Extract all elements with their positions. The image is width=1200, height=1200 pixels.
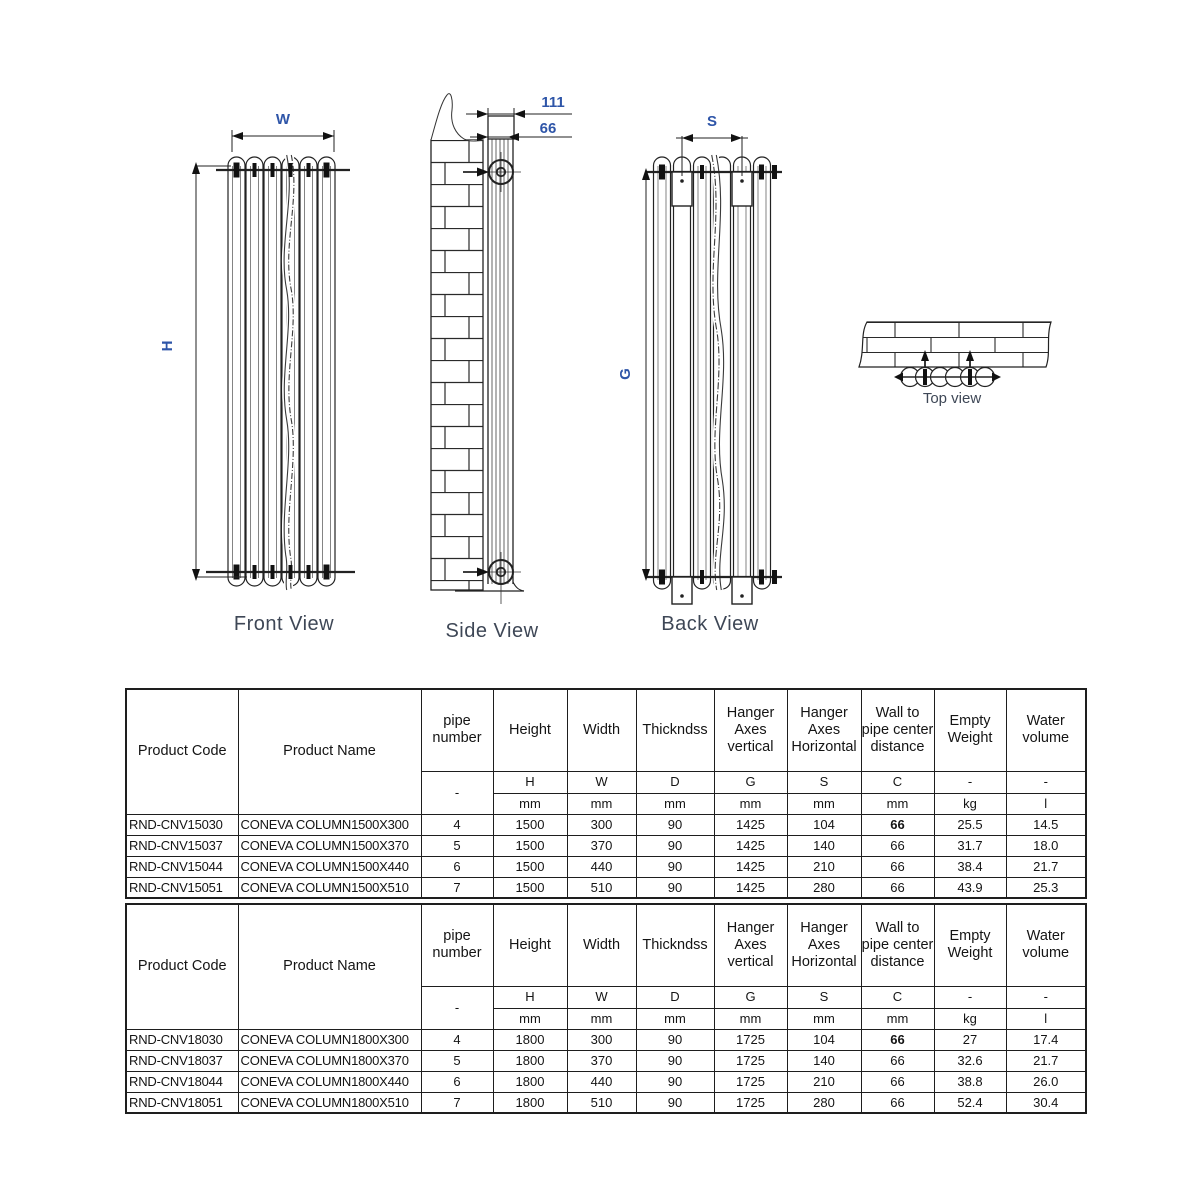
table-cell: 31.7: [934, 835, 1006, 856]
table-cell: 1800: [493, 1029, 567, 1050]
col-header-width: Width: [567, 689, 636, 771]
col-header-hanger-axes-horizontal: Hanger Axes Horizontal: [787, 689, 861, 771]
unit-cell: mm: [714, 793, 787, 814]
table-cell: 1725: [714, 1029, 787, 1050]
table-cell: 66: [861, 835, 934, 856]
front-view-drawing: [159, 111, 355, 635]
product-code-cell: RND-CNV18051: [126, 1092, 238, 1113]
unit-cell: l: [1006, 793, 1086, 814]
table-cell: 1500: [493, 856, 567, 877]
product-code-cell: RND-CNV15030: [126, 814, 238, 835]
symbol-cell: C: [861, 986, 934, 1008]
table-cell: 90: [636, 856, 714, 877]
col-header-empty-weight: Empty Weight: [934, 689, 1006, 771]
table-cell: 90: [636, 1029, 714, 1050]
back-g-dimension: [642, 168, 650, 581]
table-cell: 66: [861, 1050, 934, 1071]
table-cell: 25.5: [934, 814, 1006, 835]
symbol-cell: W: [567, 986, 636, 1008]
unit-cell: l: [1006, 1008, 1086, 1029]
table-cell: 510: [567, 1092, 636, 1113]
table-cell: 90: [636, 1050, 714, 1071]
table-cell: 1725: [714, 1071, 787, 1092]
symbol-cell: H: [493, 986, 567, 1008]
col-header-pipe-number: pipe number: [421, 904, 493, 986]
top-view-drawing: [859, 322, 1051, 407]
table-cell: 38.4: [934, 856, 1006, 877]
back-view-title: Back View: [661, 613, 759, 635]
col-header-product-name: Product Name: [238, 689, 421, 814]
symbol-cell: -: [934, 771, 1006, 793]
table-cell: 17.4: [1006, 1029, 1086, 1050]
back-g-label: G: [617, 368, 634, 380]
table-cell: 21.7: [1006, 856, 1086, 877]
table-cell: 21.7: [1006, 1050, 1086, 1071]
symbol-cell: S: [787, 986, 861, 1008]
table-cell: 510: [567, 877, 636, 898]
table-cell: 30.4: [1006, 1092, 1086, 1113]
product-name-cell: CONEVA COLUMN1800X300: [238, 1029, 421, 1050]
product-code-cell: RND-CNV15051: [126, 877, 238, 898]
col-header-water-volume: Water volume: [1006, 689, 1086, 771]
table-cell: 26.0: [1006, 1071, 1086, 1092]
col-header-product-code: Product Code: [126, 904, 238, 1029]
back-s-label: S: [706, 113, 718, 130]
back-pipes: [654, 157, 771, 589]
symbol-cell: G: [714, 771, 787, 793]
table-cell: 66: [861, 1071, 934, 1092]
back-view-drawing: [617, 113, 782, 635]
symbol-cell: -: [934, 986, 1006, 1008]
front-height-label: H: [159, 340, 176, 352]
table-cell: 4: [421, 814, 493, 835]
table-cell: 1500: [493, 877, 567, 898]
table-cell: 32.6: [934, 1050, 1006, 1071]
product-code-cell: RND-CNV15037: [126, 835, 238, 856]
table-cell: 140: [787, 1050, 861, 1071]
table-cell: 440: [567, 1071, 636, 1092]
table-row: [126, 1071, 1086, 1092]
table-cell: 52.4: [934, 1092, 1006, 1113]
unit-cell: mm: [861, 1008, 934, 1029]
symbol-cell: -: [421, 986, 493, 1029]
unit-cell: mm: [493, 793, 567, 814]
product-name-cell: CONEVA COLUMN1500X370: [238, 835, 421, 856]
col-header-thickness: Thickndss: [636, 689, 714, 771]
table-cell: 1425: [714, 856, 787, 877]
symbol-cell: -: [421, 771, 493, 814]
symbol-cell: D: [636, 986, 714, 1008]
table-cell: 14.5: [1006, 814, 1086, 835]
unit-cell: mm: [714, 1008, 787, 1029]
table-cell: 440: [567, 856, 636, 877]
table-cell: 7: [421, 1092, 493, 1113]
unit-cell: mm: [636, 793, 714, 814]
col-header-hanger-axes-horizontal: Hanger Axes Horizontal: [787, 904, 861, 986]
table-row: [126, 814, 1086, 835]
table-cell: 104: [787, 814, 861, 835]
table-cell: 66: [861, 814, 934, 835]
table-cell: 300: [567, 814, 636, 835]
product-name-cell: CONEVA COLUMN1800X510: [238, 1092, 421, 1113]
table-cell: 66: [861, 1092, 934, 1113]
unit-cell: mm: [787, 793, 861, 814]
side-view-title: Side View: [445, 620, 539, 642]
table-row: [126, 835, 1086, 856]
table-cell: 1500: [493, 814, 567, 835]
table-cell: 90: [636, 1092, 714, 1113]
symbol-cell: C: [861, 771, 934, 793]
symbol-cell: W: [567, 771, 636, 793]
table-cell: 43.9: [934, 877, 1006, 898]
product-name-cell: CONEVA COLUMN1800X370: [238, 1050, 421, 1071]
side-depth-total-label: 111: [541, 94, 565, 111]
col-header-water-volume: Water volume: [1006, 904, 1086, 986]
side-wall-to-center-label: 66: [539, 120, 557, 137]
col-header-empty-weight: Empty Weight: [934, 904, 1006, 986]
table-cell: 1425: [714, 835, 787, 856]
table-cell: 6: [421, 1071, 493, 1092]
table-cell: 1800: [493, 1050, 567, 1071]
table-cell: 370: [567, 835, 636, 856]
spec-table-1800mm: [125, 903, 1087, 1114]
table-cell: 370: [567, 1050, 636, 1071]
table-cell: 280: [787, 1092, 861, 1113]
product-name-cell: CONEVA COLUMN1800X440: [238, 1071, 421, 1092]
table-cell: 1425: [714, 814, 787, 835]
symbol-cell: -: [1006, 986, 1086, 1008]
unit-cell: mm: [787, 1008, 861, 1029]
table-cell: 90: [636, 877, 714, 898]
symbol-cell: G: [714, 986, 787, 1008]
table-row: [126, 1029, 1086, 1050]
table-cell: 66: [861, 877, 934, 898]
table-row: [126, 877, 1086, 898]
table-cell: 104: [787, 1029, 861, 1050]
table-cell: 6: [421, 856, 493, 877]
front-pipes: [228, 157, 335, 586]
table-cell: 1725: [714, 1050, 787, 1071]
product-name-cell: CONEVA COLUMN1500X440: [238, 856, 421, 877]
product-name-cell: CONEVA COLUMN1500X510: [238, 877, 421, 898]
table-cell: 1725: [714, 1092, 787, 1113]
unit-cell: mm: [636, 1008, 714, 1029]
spec-table-1500mm: [125, 688, 1087, 899]
front-width-label: W: [275, 111, 291, 128]
unit-cell: kg: [934, 1008, 1006, 1029]
table-cell: 25.3: [1006, 877, 1086, 898]
table-cell: 280: [787, 877, 861, 898]
table-row: [126, 856, 1086, 877]
product-name-cell: CONEVA COLUMN1500X300: [238, 814, 421, 835]
col-header-pipe-number: pipe number: [421, 689, 493, 771]
symbol-cell: H: [493, 771, 567, 793]
table-cell: 1500: [493, 835, 567, 856]
col-header-wall-to-pipe-center: Wall to pipe center distance: [861, 904, 934, 986]
table-row: [126, 1050, 1086, 1071]
table-cell: 66: [861, 1029, 934, 1050]
col-header-thickness: Thickndss: [636, 904, 714, 986]
col-header-wall-to-pipe-center: Wall to pipe center distance: [861, 689, 934, 771]
top-radiator-tubes: [894, 368, 1001, 387]
table-cell: 1800: [493, 1071, 567, 1092]
table-cell: 7: [421, 877, 493, 898]
front-view-title: Front View: [233, 613, 335, 635]
table-row: [126, 1092, 1086, 1113]
unit-cell: kg: [934, 793, 1006, 814]
product-code-cell: RND-CNV18037: [126, 1050, 238, 1071]
table-cell: 90: [636, 814, 714, 835]
table-cell: 1800: [493, 1092, 567, 1113]
table-cell: 38.8: [934, 1071, 1006, 1092]
table-cell: 210: [787, 1071, 861, 1092]
product-code-cell: RND-CNV15044: [126, 856, 238, 877]
table-cell: 1425: [714, 877, 787, 898]
col-header-height: Height: [493, 904, 567, 986]
col-header-height: Height: [493, 689, 567, 771]
col-header-hanger-axes-vertical: Hanger Axes vertical: [714, 904, 787, 986]
symbol-cell: -: [1006, 771, 1086, 793]
col-header-product-code: Product Code: [126, 689, 238, 814]
table-cell: 210: [787, 856, 861, 877]
table-cell: 5: [421, 835, 493, 856]
side-view-drawing: [431, 94, 572, 642]
unit-cell: mm: [861, 793, 934, 814]
table-cell: 90: [636, 1071, 714, 1092]
product-code-cell: RND-CNV18030: [126, 1029, 238, 1050]
side-wall: [431, 94, 483, 590]
col-header-width: Width: [567, 904, 636, 986]
symbol-cell: D: [636, 771, 714, 793]
table-cell: 5: [421, 1050, 493, 1071]
top-wall: [859, 322, 1051, 367]
table-cell: 4: [421, 1029, 493, 1050]
product-code-cell: RND-CNV18044: [126, 1071, 238, 1092]
table-cell: 66: [861, 856, 934, 877]
unit-cell: mm: [493, 1008, 567, 1029]
top-view-title: Top view: [922, 390, 982, 407]
symbol-cell: S: [787, 771, 861, 793]
front-width-dimension: [232, 130, 334, 152]
col-header-hanger-axes-vertical: Hanger Axes vertical: [714, 689, 787, 771]
unit-cell: mm: [567, 1008, 636, 1029]
table-cell: 300: [567, 1029, 636, 1050]
col-header-product-name: Product Name: [238, 904, 421, 1029]
table-cell: 18.0: [1006, 835, 1086, 856]
table-cell: 27: [934, 1029, 1006, 1050]
unit-cell: mm: [567, 793, 636, 814]
table-cell: 140: [787, 835, 861, 856]
table-cell: 90: [636, 835, 714, 856]
